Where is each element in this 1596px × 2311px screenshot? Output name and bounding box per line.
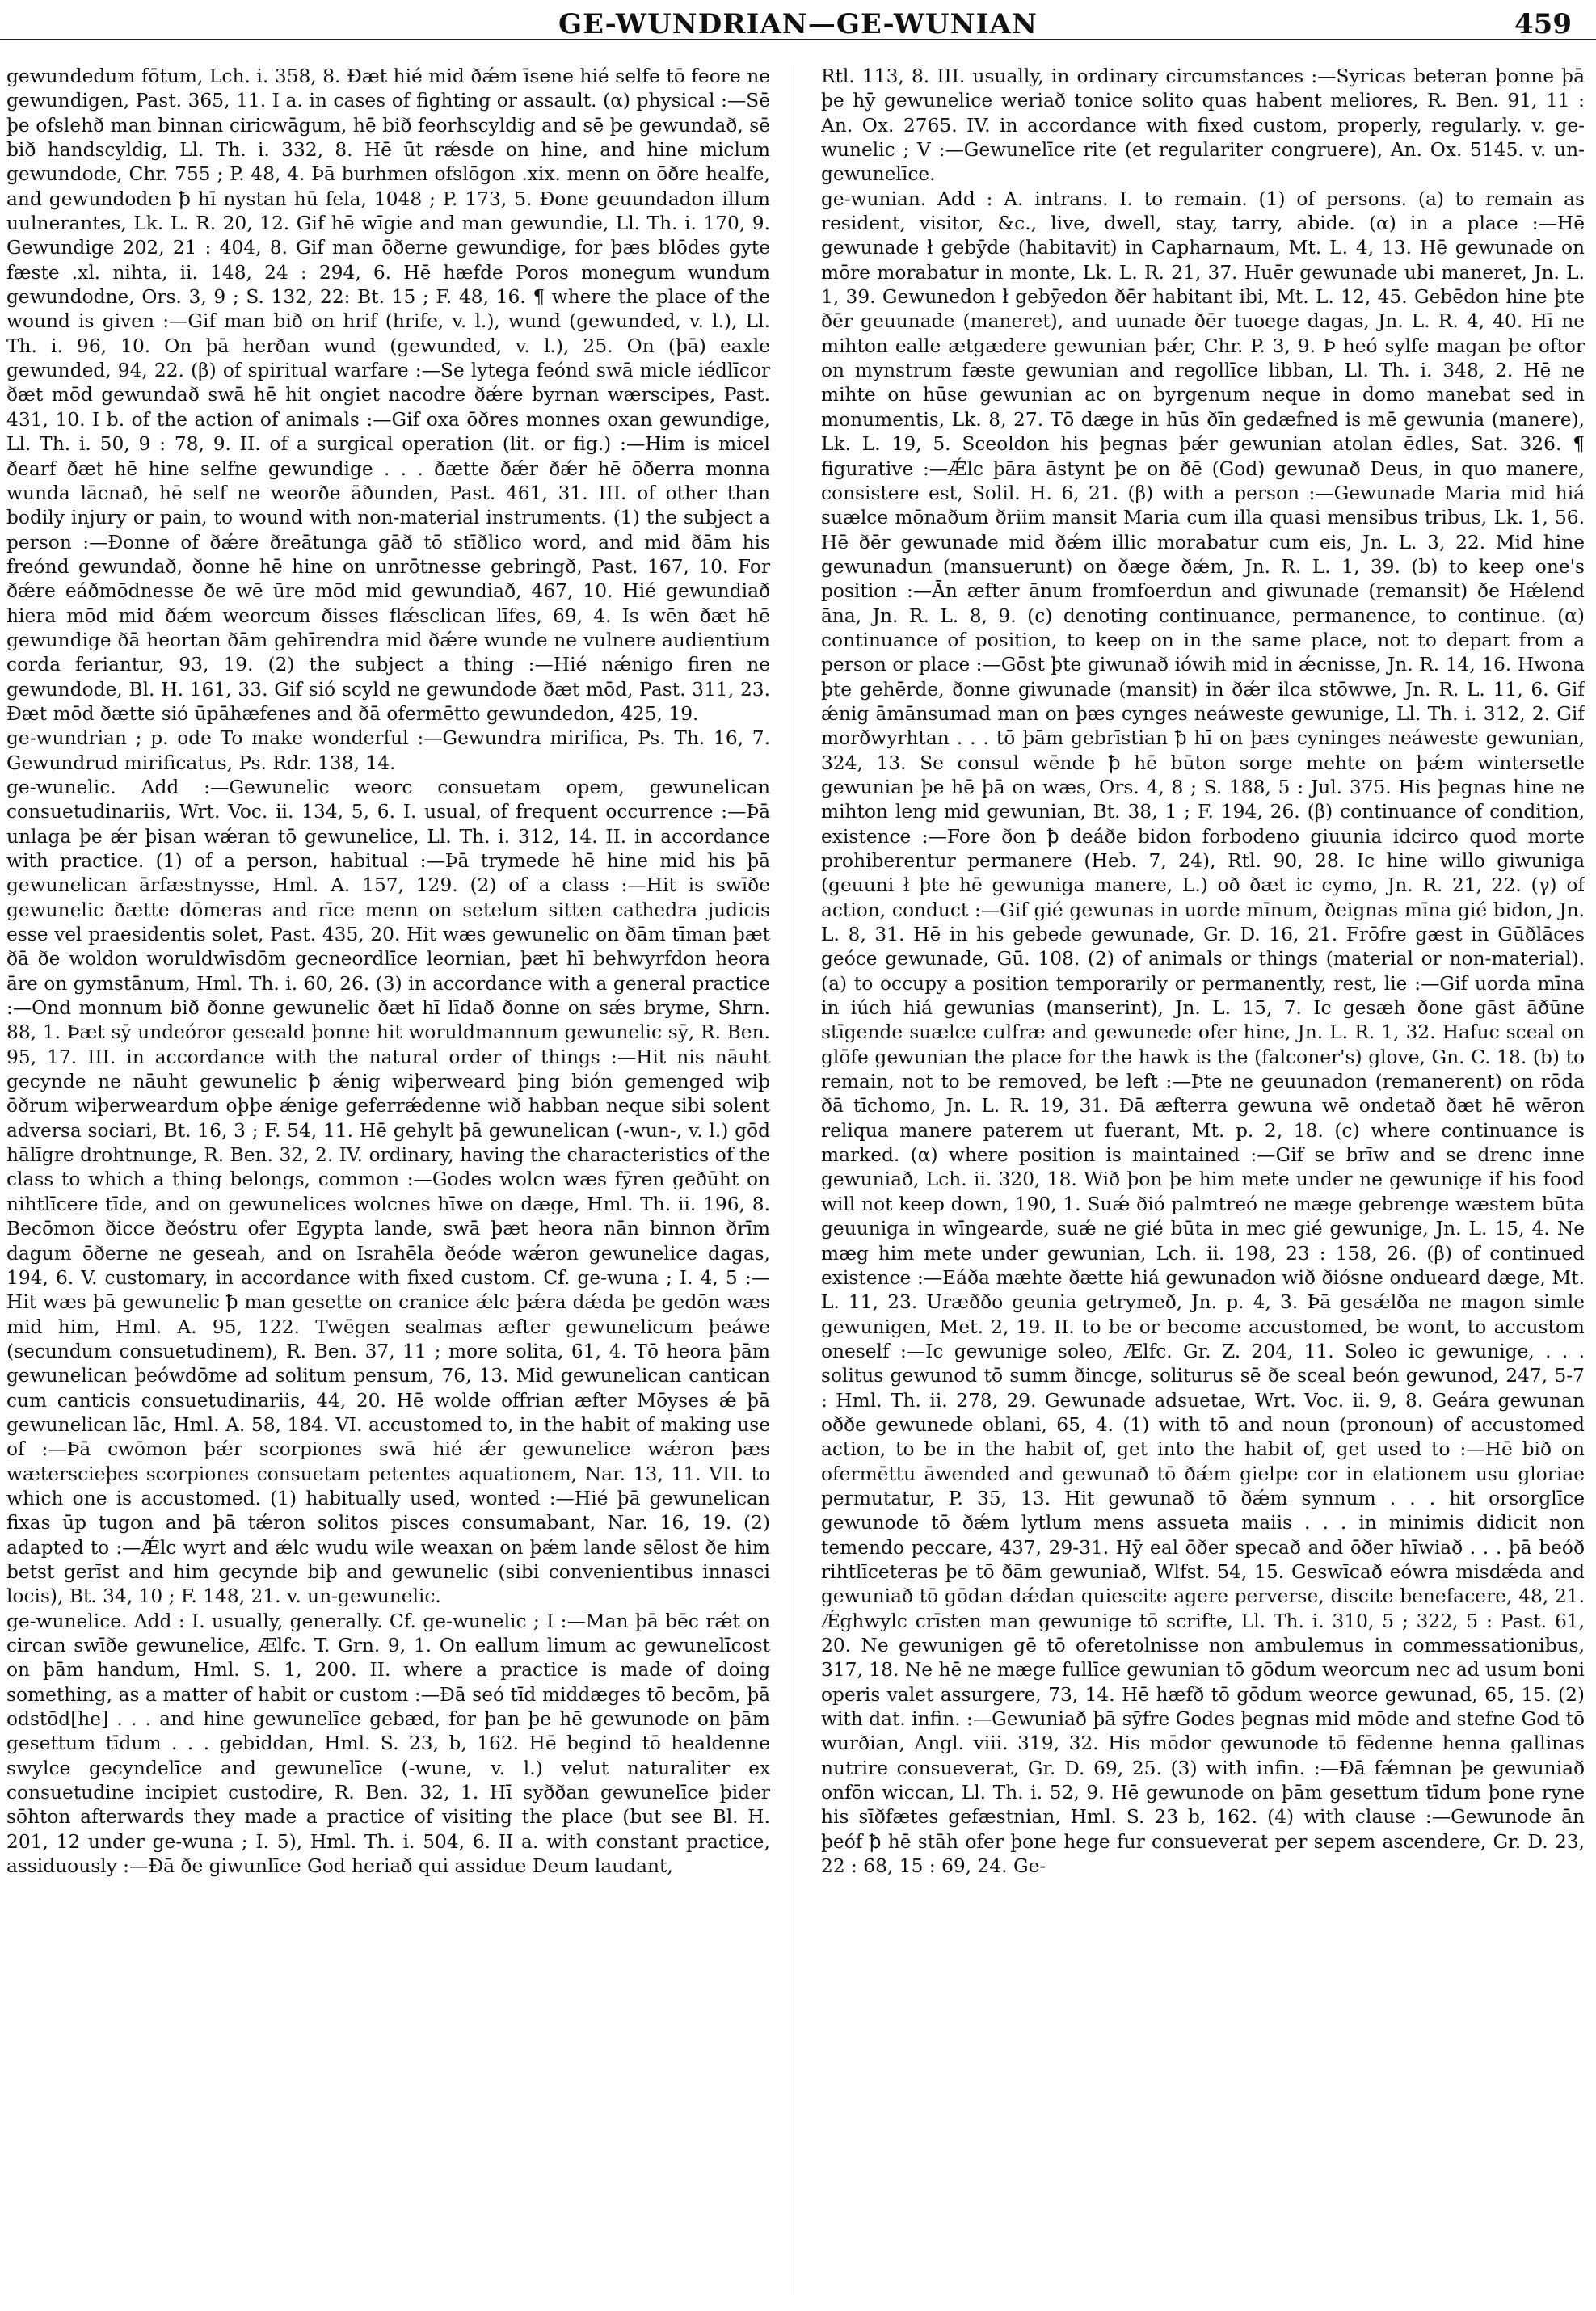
entry-ge-wunelice-cont: Rtl. 113, 8. III. usually, in ordinary circumstances :—Syricas beteran þonne þā þe hȳ gewunelice weriað tonice solito quas habent meliores, R. Ben. 91, 11 : An. Ox. 2765. IV. in accordance with fixed custom, properly, regularly. v. ge-wunelic ; V :—Gewunelīce rite (et regulariter congruere), An. Ox. 5145. v. un-gewunelīce. [821, 65, 1585, 186]
left-column [6, 65, 770, 2299]
entry-ge-wunian: ge-wunian. Add : A. intrans. I. to remain. (1) of persons. (a) to remain as resident, visitor, &c., live, dwell, stay, tarry, abide. (α) in a place :—Hē gewunade ł gebȳde (habitavit) in Capharnaum, Mt. L. 4, 13. Hē gewunade on mōre morabatur in monte, Lk. L. R. 21, 37. Huēr gewunade ubi maneret, Jn. L. 1, 39. Gewunedon ł gebȳedon ðēr habitant ibi, Mt. L. 12, 45. Gebēdon hine þte ðēr geuunade (maneret), and uunade ðēr tuoege dagas, Jn. L. R. 4, 40. Hī ne mihton ealle ætgædere gewunian þǽr, Chr. P. 3, 9. Þ heó sylfe magan þe oftor on mynstrum fæste gewunian and regollīce libban, Ll. Th. i. 348, 2. Hē ne mihte on hūse gewunian ac on byrgenum neque in domo manebat sed in monumentis, Lk. 8, 27. Tō dæge in hūs ðīn gedæfned is mē gewunia (manere), Lk. L. 19, 5. Sceoldon his þegnas þǽr gewunian atolan ēdles, Sat. 326. ¶ figurative :—Ǽlc þāra āstynt þe on ðē (God) gewunað Deus, in quo manere, consistere est, Solil. H. 6, 21. (β) with a person :—Gewunade Maria mid hiá suælce mōnaðum ðriim mansit Maria cum illa quasi mensibus tribus, Lk. 1, 56. Hē ðēr gewunade mid ðǽm illic morabatur cum eis, Jn. L. 3, 22. Mid hine gewunadun (mansuerunt) on ðæge ðǽm, Jn. R. L. 1, 39. (b) to keep one's position :—Ān æfter ānum fromfoerdun and giwunade (remansit) ðe Hǽlend āna, Jn. R. L. 8, 9. (c) denoting continuance, permanence, to continue. (α) continuance of position, to keep on in the same place, not to depart from a person or place :—Gōst þte giwunað iówih mid in ǽcnisse, Jn. R. 14, 16. Hwona þte gehērde, ðonne giwunade (mansit) in ðǽr ilca stōwwe, Jn. R. L. 11, 6. Gif ǽnig āmānsumad man on þæs cynges neáweste gewunige, Ll. Th. i. 312, 2. Gif morðwyrhtan . . . tō þām gebrīstian ꝥ hī on þæs cyninges neáweste gewunian, 324, 13. Se consul wēnde ꝥ hē būton sorge mehte on þǽm wintersetle gewunian þe hē þā on wæs, Ors. 4, 8 ; S. 188, 5 : Jul. 375. His þegnas hine ne mihton leng mid gewunian, Bt. 38, 1 ; F. 194, 26. (β) continuance of condition, existence :—Fore ðon ꝥ deáðe bidon forbodeno giuunia idcirco quod morte prohiberentur permanere (Heb. 7, 24), Rtl. 90, 28. Ic hine willo giwuniga (geuuni ł þte hē gewuniga manere, L.) oð ðæt ic cymo, Jn. R. 21, 22. (γ) of action, conduct :—Gif gié gewunas in uorde mīnum, ðeignas mīna gié bidon, Jn. L. 8, 31. Hē in his gebede gewunade, Gr. D. 16, 21. Frōfre gæst in Gūðlāces geóce gewunade, Gū. 108. (2) of animals or things (material or non-material). (a) to occupy a position temporarily or permanently, rest, lie :—Gif uorda mīna in iúch hiá gewunias (manserint), Jn. L. 15, 7. Ic gesæh ðone gāst āðūne stīgende suælce culfræ and gewunede ofer hine, Jn. L. R. 1, 32. Hafuc sceal on glōfe gewunian the place for the hawk is the (falconer's) glove, Gn. C. 18. (b) to remain, not to be removed, be left :—Þte ne geuunadon (remanerent) on rōda ðā tīchomo, Jn. L. R. 19, 31. Ðā æfterra gewuna wē ondetað ðæt hē wēron reliqua manere paterem ut fuerant, Mt. p. 2, 18. (c) where continuance is marked. (α) where position is maintained :—Gif se brīw and se drenc inne gewuniað, Lch. ii. 320, 18. Wið þon þe him mete under ne gewunige if his food will not keep down, 190, 1. Suǽ ðió palmtreó ne mæge gebrenge wæstem būta geuuniga in wīngearde, suǽ ne gié būta in mec gié gewunige, Jn. L. 15, 4. Ne mæg him mete under gewunian, Lch. ii. 198, 23 : 158, 26. (β) of continued existence :—Eáða mæhte ðætte hiá gewunadon wið ðiósne ondueard dæge, Mt. L. 11, 23. Uræððo geunia getrymeð, Jn. p. 4, 3. Þā gesǽlða ne magon simle gewunigen, Met. 2, 19. II. to be or become accustomed, be wont, to accustom oneself :—Ic gewunige soleo, Ælfc. Gr. Z. 204, 11. Soleo ic gewunige, . . . solitus gewunod tō summ ðincge, soliturus sē ðe sceal beón gewunod, 247, 5-7 : Hml. Th. ii. 278, 29. Gewunade adsuetae, Wrt. Voc. ii. 9, 8. Geára gewunan oððe gewunede oblani, 65, 4. (1) with tō and noun (pronoun) of accustomed action, to be in the habit of, get into the habit of, get used to :—Hē bið on ofermēttu āwended and gewunað tō ðǽm gielpe cor in elationem usu gloriae permutatur, P. 35, 13. Hit gewunað tō ðǽm synnum . . . hit orsorglīce gewunode tō ðǽm lytlum mens assueta maiis . . . in minimis didicit non temendo peccare, 437, 29-31. Hȳ eal ōðer specað and ōðer hīwiað . . . þā beóð rihtlīceteras þe tō ðām gewuniað, Wlfst. 54, 15. Geswīcað eówra misdǽda and gewuniað tō gōdan dǽdan quiescite agere perverse, discite benefacere, 48, 21. Ǽghwylc crīsten man gewunige tō scrifte, Ll. Th. i. 310, 5 ; 322, 5 : Past. 61, 20. Ne gewunigen gē tō oferetolnisse non ambulemus in commessationibus, 317, 18. Ne hē ne mæge fullīce gewunian tō gōdum weorcum nec ad usum boni operis valet assurgere, 73, 14. Hē hæfð tō gōdum weorce gewunad, 65, 15. (2) with dat. infin. :—Gewuniað þā sȳfre Godes þegnas mid mōde and stefne God tō wurðian, Angl. viii. 319, 32. His mōdor gewunode tō fēdenne henna gallinas nutrire consueverat, Gr. D. 69, 25. (3) with infin. :—Ðā fǽmnan þe gewuniað onfōn wiccan, Ll. Th. i. 52, 9. Hē gewunode on þām gesettum tīdum þone ryne his sīðfætes gefæstnian, Hml. S. 23 b, 162. (4) with clause :—Gewunode ān þeóf ꝥ hē stāh ofer þone hege fur consueverat per sepem ascendere, Gr. D. 23, 22 : 68, 15 : 69, 24. Ge- [821, 187, 1585, 1878]
right-column [821, 65, 1585, 2299]
page-header [0, 6, 1596, 40]
running-title: GE-WUNDRIAN—GE-WUNIAN [558, 8, 1038, 40]
entry-gewundian-cont: gewundedum fōtum, Lch. i. 358, 8. Ðæt hié mid ðǽm īsene hié selfe tō feore ne gewundigen, Past. 365, 11. I a. in cases of fighting or assault. (α) physical :—Sē þe ofslehð man binnan ciricwāgum, hē bið feorhscyldig and sē þe gewundað, sē bið handscyldig, Ll. Th. i. 332, 8. Hē ūt rǽsde on hine, and hine miclum gewundode, Chr. 755 ; P. 48, 4. Þā burhmen ofslōgon .xix. menn on ōðre healfe, and gewundoden ꝥ hī nystan hū fela, 1048 ; P. 173, 5. Ðone geuundadon illum uulnerantes, Lk. L. R. 20, 12. Gif hē wīgie and man gewundie, Ll. Th. i. 170, 9. Gewundige 202, 21 : 404, 8. Gif man ōðerne gewundige, for þæs blōdes gyte fæste .xl. nihta, ii. 148, 24 : 294, 6. Hē hæfde Poros monegum wundum gewundodne, Ors. 3, 9 ; S. 132, 22: Bt. 15 ; F. 48, 16. ¶ where the place of the wound is given :—Gif man bið on hrif (hrife, v. l.), wund (gewunded, v. l.), Ll. Th. i. 96, 10. On þā herðan wund (gewunded, v. l.), 25. On (þā) eaxle gewunded, 94, 22. (β) of spiritual warfare :—Se lytega feónd swā micle iédlīcor ðæt mōd gewundað swā hē hit ongiet nacodre ðǽre byrnan wærscipes, Past. 431, 10. I b. of the action of animals :—Gif oxa ōðres monnes oxan gewundige, Ll. Th. i. 50, 9 : 78, 9. II. of a surgical operation (lit. or fig.) :—Him is micel ðearf ðæt hē hine selfne gewundige . . . ðætte ðǽr ðǽr hē ōðerra monna wunda lācnað, hē self ne weorðe āðunden, Past. 461, 31. III. of other than bodily injury or pain, to wound with non-material instruments. (1) the subject a person :—Ðonne of ðǽre ðreātunga gāð tō stīðlico word, and mid ðām his freónd gewundað, ðonne hē hine on unrōtnesse gebringð, Past. 167, 10. For ðǽre eáðmōdnesse ðe wē ūre mōd mid gewundiað, 467, 10. Hié gewundiað hiera mōd mid ðǽm weorcum ðisses flǽsclican līfes, 69, 4. Is wēn ðæt hē gewundige ðā heortan ðām gehīrendra mid ðǽre wunde ne vulnere audientium corda feriantur, 93, 19. (2) the subject a thing :—Hié nǽnigo firen ne gewundode, Bl. H. 161, 33. Gif sió scyld ne gewundode ðæt mōd, Past. 311, 23. Ðæt mōd ðætte sió ūpāhæfenes and ðā ofermētto gewundedon, 425, 19. [6, 65, 770, 725]
entry-ge-wunelic: ge-wunelic. Add :—Gewunelic weorc consuetam opem, gewunelican consuetudinariis, Wrt. Voc. ii. 134, 5, 6. I. usual, of frequent occurrence :—Þā unlaga þe ǽr þisan wǽran tō gewunelice, Ll. Th. i. 312, 14. II. in accordance with practice. (1) of a person, habitual :—Þā trymede hē hine mid his þā gewunelican ārfæstnysse, Hml. A. 157, 129. (2) of a class :—Hit is swīðe gewunelic ðætte dōmeras and rīce menn on setelum sitten cathedra judicis esse vel praesidentis solet, Past. 435, 20. Hit wæs gewunelic on ðām tīman þæt ðā ðe woldon woruldwīsdōm gecneordlīce leornian, þæt hī behwyrfdon heora āre on gymstānum, Hml. Th. i. 60, 26. (3) in accordance with a general practice :—Ond monnum bið ðonne gewunelic ðæt hī līdað ðonne on sǽs bryme, Shrn. 88, 1. Þæt sȳ undeóror geseald þonne hit woruldmannum gewunelic sȳ, R. Ben. 95, 17. III. in accordance with the natural order of things :—Hit nis nāuht gecynde ne nāuht gewunelic ꝥ ǽnig wiþerweard þing bión gemenged wiþ ōðrum wiþerweardum oþþe ǽnige geferrǽdenne wið habban neque sibi solent adversa sociari, Bt. 16, 3 ; F. 54, 11. Hē gehylt þā gewunelican (-wun-, v. l.) gōd hālīgre drohtnunge, R. Ben. 32, 2. IV. ordinary, having the characteristics of the class to which a thing belongs, common :—Godes wolcn wæs fȳren geðūht on nihtlīcere tīde, and on gewunelices wolcnes hīwe on dæge, Hml. Th. ii. 196, 8. Becōmon ðicce ðeóstru ofer Egypta lande, swā þæt heora nān binnon ðrīm dagum ōðerne ne geseah, and on Israhēla ðeóde wǽron gewunelice dagas, 194, 6. V. customary, in accordance with fixed custom. Cf. ge-wuna ; I. 4, 5 :—Hit wæs þā gewunelic ꝥ man gesette on cranice ǽlc þǽra dǽda þe gedōn wæs mid him, Hml. A. 95, 122. Twēgen sealmas æfter gewunelicum þeáwe (secundum consuetudinem), R. Ben. 37, 11 ; more solita, 61, 4. Tō heora þām gewunelican þeówdōme ad solitum pensum, 76, 13. Mid gewunelican cantican cum canticis consuetudinariis, 44, 20. Hē wolde offrian æfter Mōyses ǽ þā gewunelican lāc, Hml. A. 58, 184. VI. accustomed to, in the habit of making use of :—Þā cwōmon þǽr scorpiones swā hié ǽr gewunelice wǽron þæs wæterscieþes scorpiones consuetam petentes aquationem, Nar. 13, 11. VII. to which one is accustomed. (1) habitually used, wonted :—Hié þā gewunelican fixas ūp tugon and þā tǽron solitos pisces consumabant, Nar. 16, 19. (2) adapted to :—Ǽlc wyrt and ǽlc wudu wile weaxan on þǽm lande sēlost ðe him betst gerīst and him gecynde biþ and gewunelic (sibi convenientibus innasci locis), Bt. 34, 10 ; F. 148, 21. v. un-gewunelic. [6, 776, 770, 1608]
entry-ge-wundrian: ge-wundrian ; p. ode To make wonderful :—Gewundra mirifica, Ps. Th. 16, 7. Gewundrud mirificatus, Ps. Rdr. 138, 14. [6, 727, 770, 774]
entry-ge-wunelice: ge-wunelice. Add : I. usually, generally. Cf. ge-wunelic ; I :—Man þā bēc rǽt on circan swīðe gewunelice, Ælfc. T. Grn. 9, 1. On eallum limum ac gewunelīcost on þām handum, Hml. S. 1, 200. II. where a practice is made of doing something, as a matter of habit or custom :—Ðā seó tīd middæges tō becōm, þā odstōd[he] . . . and hine gewunelīce gebæd, for þan þe hē gewunode on þām gesettum tīdum . . . gebiddan, Hml. S. 23, b, 162. Hē begind tō healdenne swylce gecyndelīce and gewunelīce (-wune, v. l.) velut naturaliter ex consuetudine incipiet custodire, R. Ben. 32, 1. Hī syððan gewunelīce þider sōhton afterwards they made a practice of visiting the place (but see Bl. H. 201, 12 under ge-wuna ; I. 5), Hml. Th. i. 504, 6. II a. with constant practice, assiduously :—Ðā ðe giwunlīce God heriað qui assidue Deum laudant, [6, 1610, 770, 1878]
page-number: 459 [1514, 8, 1572, 40]
